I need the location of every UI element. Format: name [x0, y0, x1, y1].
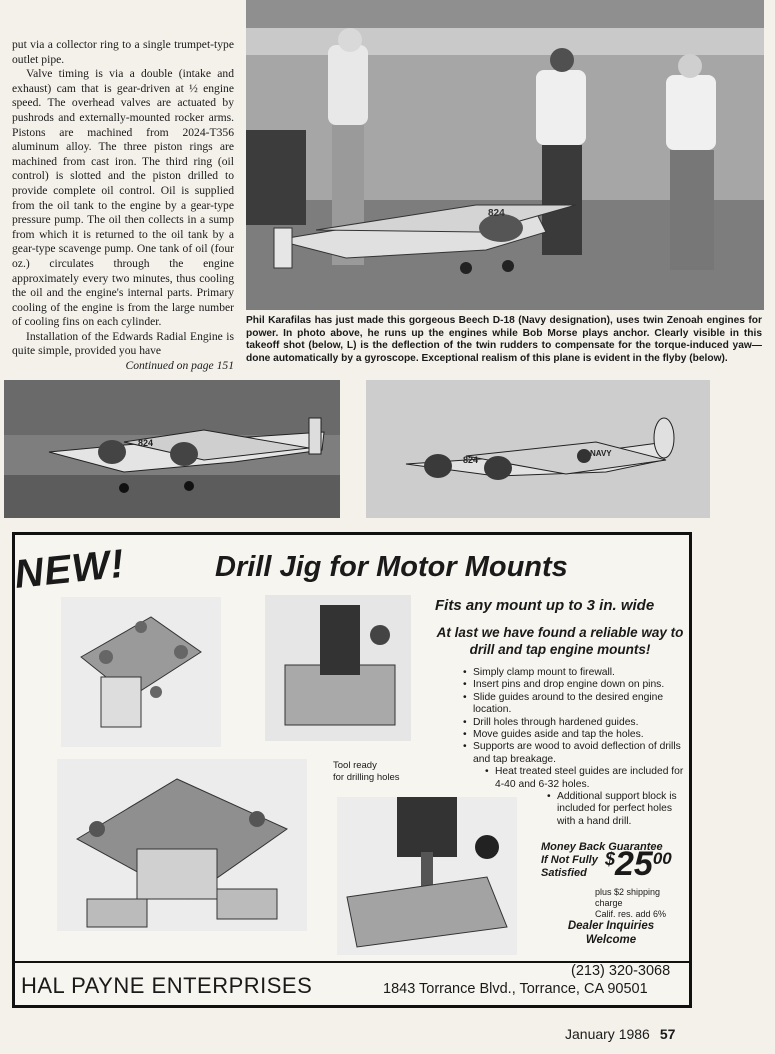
company-phone: (213) 320-3068 — [571, 963, 671, 979]
page-number: 57 — [659, 1026, 676, 1042]
company-address: 1843 Torrance Blvd., Torrance, CA 90501 — [383, 981, 648, 997]
article-column — [12, 38, 234, 374]
price — [605, 845, 672, 884]
plane-number: 824 — [488, 208, 505, 219]
photo-caption: Phil Karafilas has just made this gorgeous Beech D-18 (Navy designation), uses twin Zenoah engines for power. In photo above, he runs up the engines while Bob Morse plays anchor. Clearly visible in this takeoff shot (below, L) is the deflection of the twin rudders to compensate for the torque-induced yaw—done automatically by a gyroscope. Exceptional realism of this plane is evident in the flyby (below). — [246, 315, 762, 364]
article-paragraph: Installation of the Edwards Radial Engine is quite simple, provided you have — [12, 329, 234, 358]
feature-item: • Simply clamp mount to firewall. — [463, 667, 693, 679]
feature-list — [463, 667, 693, 828]
continued-note: Continued on page 151 — [125, 359, 234, 373]
ad-headline: At last we have found a reliable way to drill and tap engine mounts! — [436, 625, 684, 657]
product-photo-engine — [265, 595, 411, 741]
photo-flyby — [366, 380, 710, 518]
dealer-line: Welcome — [585, 934, 637, 946]
tool-caption-line: for drilling holes — [333, 771, 400, 783]
dealer-note — [561, 919, 661, 947]
company-name: HAL PAYNE ENTERPRISES — [21, 973, 313, 998]
ad-title: Drill Jig for Motor Mounts — [215, 551, 568, 583]
product-photo-jig-closeup — [57, 759, 307, 931]
price-symbol: $ — [605, 849, 616, 869]
guarantee-line: If Not Fully — [541, 854, 598, 866]
article-paragraph: put via a collector ring to a single trumpet-type outlet pipe. — [12, 38, 234, 66]
feature-item: • Insert pins and drop engine down on pins. — [463, 679, 693, 691]
photo-engine-runup — [246, 0, 764, 310]
guarantee-line: Money Back Guarantee — [541, 841, 663, 853]
navy-marking: NAVY — [590, 449, 612, 458]
shipping-note — [595, 887, 689, 920]
ad-subtitle: Fits any mount up to 3 in. wide — [435, 597, 655, 614]
shipping-line: plus $2 shipping charge — [595, 887, 661, 908]
plane-number: 824 — [463, 455, 479, 465]
shipping-line: Calif. res. add 6% — [595, 909, 667, 919]
feature-item: • Additional support block is included for perfect holes with a hand drill. — [547, 791, 693, 828]
drill-jig-ad — [12, 532, 692, 1008]
photo-takeoff — [4, 380, 340, 518]
product-photo-jig — [61, 597, 221, 747]
price-whole: 25 — [615, 845, 653, 883]
page-folio — [565, 1026, 675, 1042]
feature-item: • Slide guides around to the desired engine location. — [463, 692, 693, 717]
feature-item: • Move guides aside and tap the holes. — [463, 729, 693, 741]
plane-number: 824 — [138, 438, 154, 448]
article-paragraph: Valve timing is via a double (intake and exhaust) cam that is gear-driven at ½ engine speed. The overhead valves are actuated by pushrods and externally-mounted rocker arms. Pistons are machined from 2024-T356 aluminum alloy. The three piston rings are machined from cast iron. The third ring (oil control) is slotted and the piston drilled to provide complete oil control. Oil is supplied from the oil tank to the engine by a gear-type pressure pump. The oil then collects in a sump from which it is returned to the oil tank by a gear-type scavenge pump. One tank of oil (four oz.) circulates through the engine approximately every two minutes, thus cooling the oil and the engine's internal parts. Primary cooling of the engine is from the large number of cooling fins on each cylinder. — [12, 67, 234, 329]
tool-caption-line: Tool ready — [333, 760, 377, 771]
guarantee-line: Satisfied — [541, 867, 587, 879]
new-badge: NEW! — [12, 541, 127, 598]
dealer-line: Dealer Inquiries — [567, 920, 655, 932]
price-cents: 00 — [652, 849, 672, 868]
feature-item: • Drill holes through hardened guides. — [463, 717, 693, 729]
feature-item: • Heat treated steel guides are included for 4-40 and 6-32 holes. — [485, 766, 693, 791]
feature-item: • Supports are wood to avoid deflection of drills and tap breakage. — [463, 741, 693, 766]
issue-date: January 1986 — [565, 1026, 650, 1042]
tool-caption — [333, 760, 400, 783]
